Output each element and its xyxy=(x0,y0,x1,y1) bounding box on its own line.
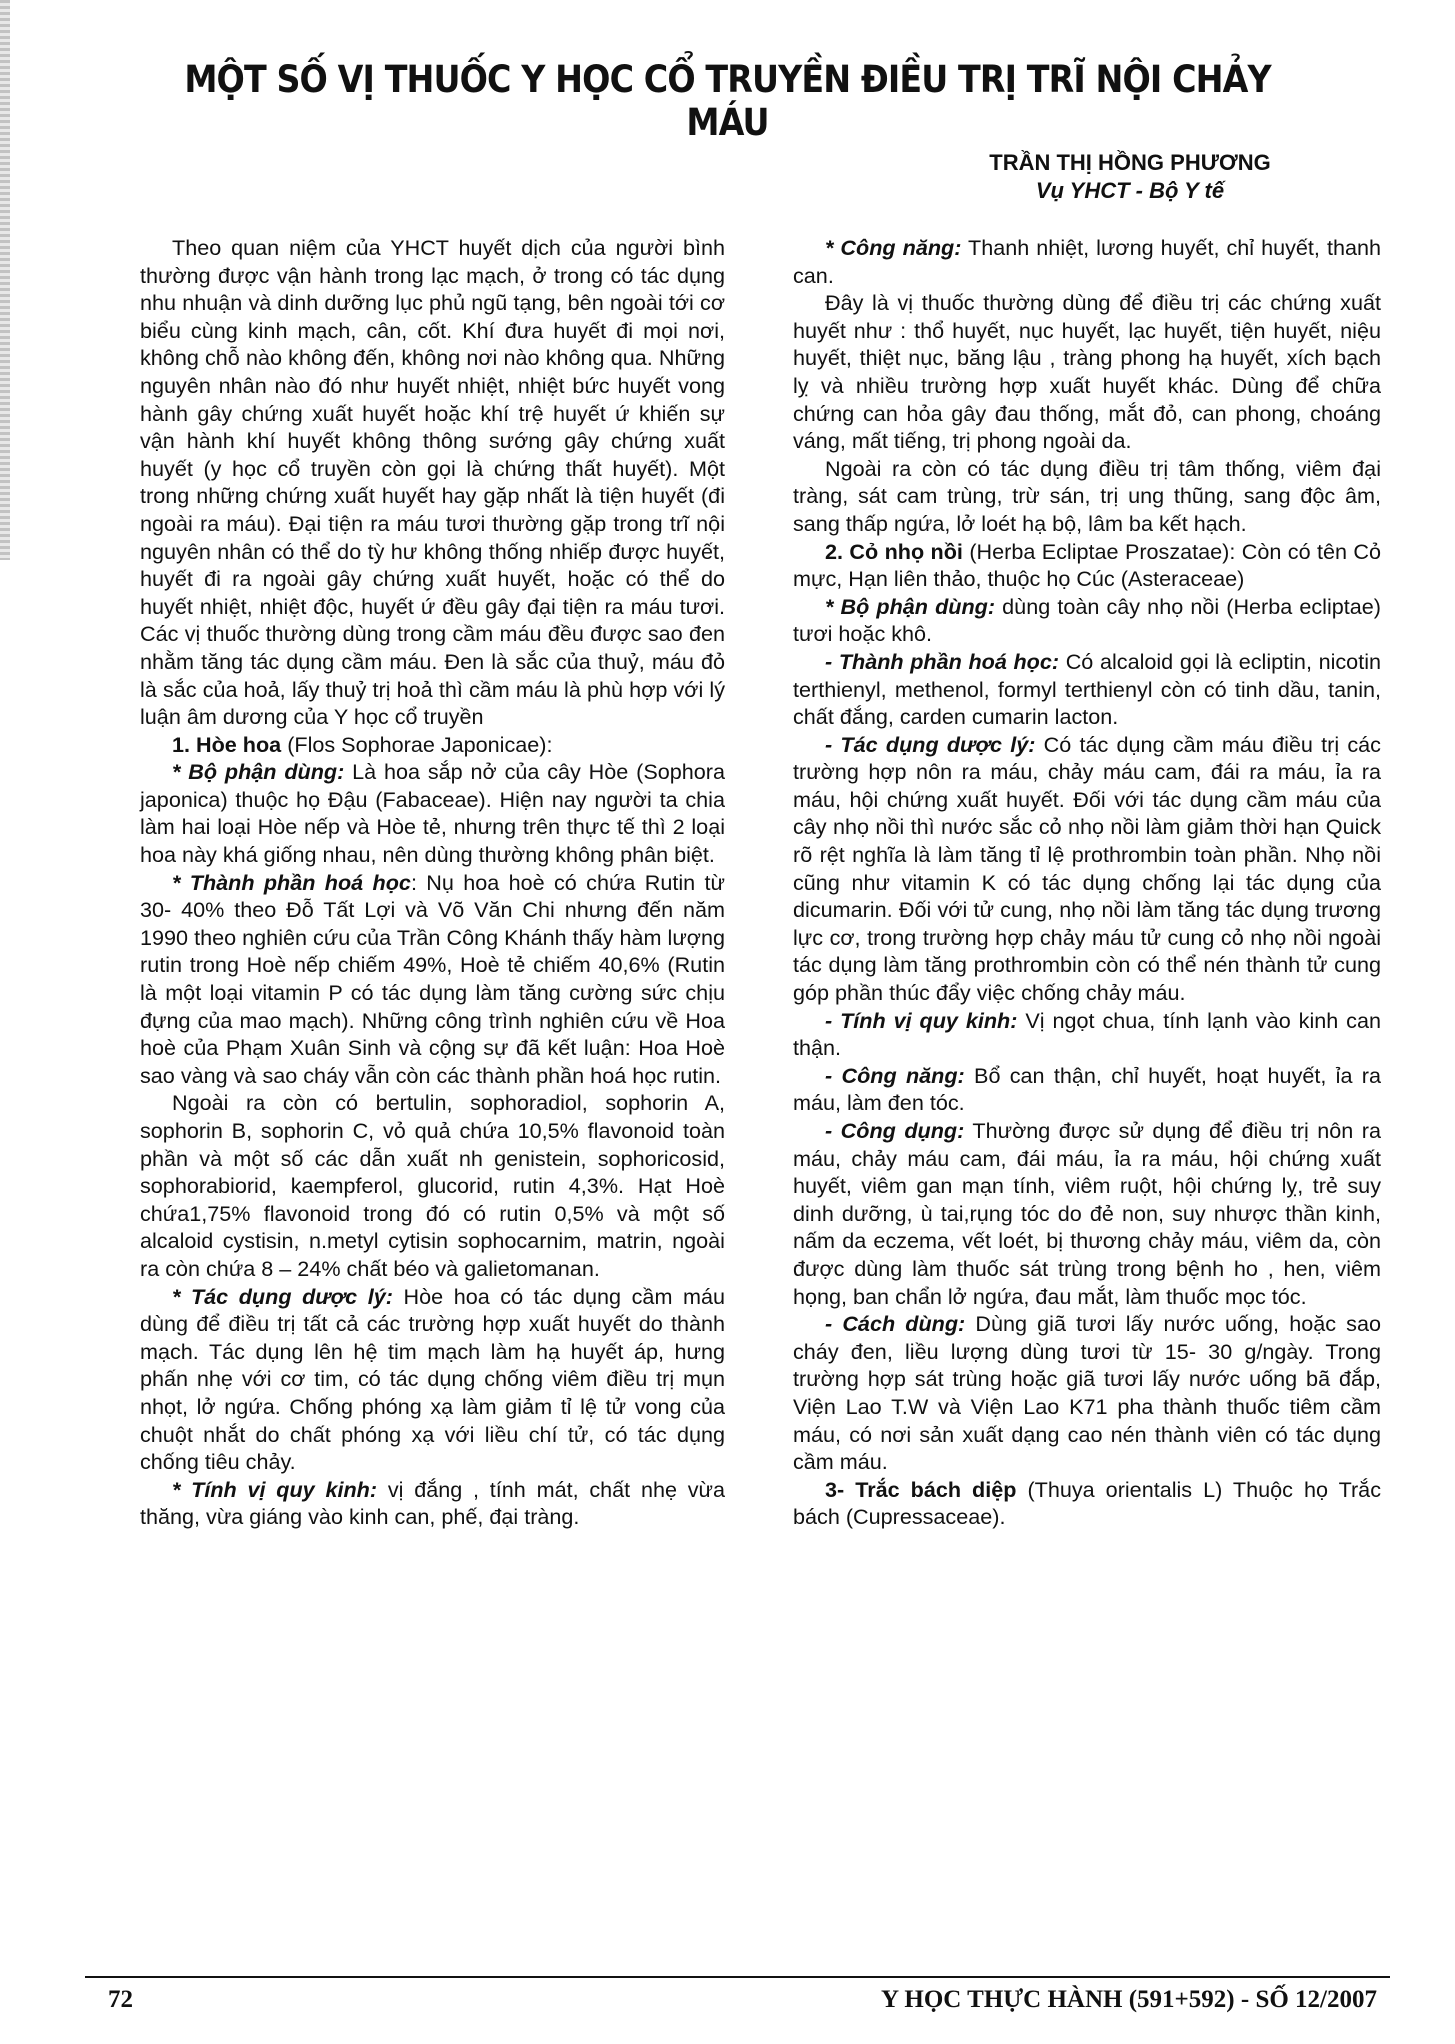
page-number: 72 xyxy=(108,1986,133,2013)
intro-paragraph: Theo quan niệm của YHCT huyết dịch của người bình thường được vận hành trong lạc mạch, ở trong có tác dụng nhu nhuận và dinh dưỡng lục phủ ngũ tạng, bên ngoài tới cơ biểu cùng kinh mạch, cân, cốt. Khí đưa huyết đi mọi nơi, không chỗ nào không đến, không nơi nào không qua. Những nguyên nhân nào đó như huyết nhiệt, nhiệt bức huyết vong hành gây chứng xuất huyết hoặc khí trệ huyết ứ khiến sự vận hành khí huyết không thông sướng gây chứng xuất huyết (y học cổ truyền còn gọi là chứng thất huyết). Một trong những chứng xuất huyết hay gặp nhất là tiện huyết (đi ngoài ra máu). Đại tiện ra máu tươi thường gặp trong trĩ nội nguyên nhân có thể do tỳ hư không thống nhiếp được huyết, huyết đi ra ngoài gây chứng xuất huyết, hoặc có thể do huyết nhiệt, nhiệt độc, huyết ứ đều gây đại tiện ra máu tươi. Các vị thuốc thường dùng trong cầm máu đều được sao đen nhằm tăng tác dụng cầm máu. Đen là sắc của thuỷ, máu đỏ là sắc của hoả, lấy thuỷ trị hoả thì cầm máu là phù hợp với lý luận âm dương của Y học cổ truyền xyxy=(140,235,725,730)
hoe-hoa-uses: Đây là vị thuốc thường dùng để điều trị các chứng xuất huyết như : thổ huyết, nục huyết, lạc huyết, tiện huyết, niệu huyết, thiệt nục, băng lậu , tràng phong hạ huyết, xích bạch lỵ và nhiều trường hợp xuất huyết khác. Dùng để chữa chứng can hỏa gây đau thống, mắt đỏ, can phong, choáng váng, mất tiếng, trị phong ngoài da. xyxy=(793,290,1381,454)
hoe-hoa-part-used: * Bộ phận dùng: Là hoa sắp nở của cây Hòe (Sophora japonica) thuộc họ Đậu (Fabaceae). Hiện nay người ta chia làm hai loại Hòe nếp và Hòe tẻ, nhưng trên thực tế thì 2 loại hoa này khá giống nhau, nên dùng thường không phân biệt. xyxy=(140,759,725,868)
hoe-hoa-pharmacology: * Tác dụng dược lý: Hòe hoa có tác dụng cầm máu dùng để điều trị tất cả các trường hợp xuất huyết do thành mạch. Tác dụng lên hệ tim mạch làm hạ huyết áp, hưng phấn nhẹ với cơ tim, có tác dụng chống viêm điều trị mụn nhọt, lở ngứa. Chống phóng xạ làm giảm tỉ lệ tử vong của chuột nhắt do chất phóng xạ với liều chí tử, có tác dụng chống tiêu chảy. xyxy=(140,1283,725,1475)
nho-noi-pharmacology: - Tác dụng dược lý: Có tác dụng cầm máu điều trị các trường hợp nôn ra máu, chảy máu cam, đái ra máu, ỉa ra máu, hội chứng xuất huyết. Đối với tác dụng cầm máu của cây nhọ nồi thì nước sắc cỏ nhọ nồi làm giảm thời hạn Quick rõ rệt nghĩa là làm tăng tỉ lệ prothrombin toàn phần. Nhọ nồi cũng như vitamin K có tác dụng chống lại tác dụng của dicumarin. Đối với tử cung, nhọ nồi làm tăng tác dụng trương lực cơ, trong trường hợp chảy máu tử cung cỏ nhọ nồi ngoài tác dụng làm tăng prothrombin còn có thể nén thành tử cung góp phần thúc đẩy việc chống chảy máu. xyxy=(793,731,1381,1006)
hoe-hoa-other-compounds: Ngoài ra còn có bertulin, sophoradiol, sophorin A, sophorin B, sophorin C, vỏ quả chứa 10,5% flavonoid toàn phần và một số các dẫn xuất nh genistein, sophoricosid, sophorabiorid, kaempferol, glucorid, rutin 4,3%. Hạt Hoè chứa1,75% flavonoid trong đó có rutin 0,5% và một số alcaloid cystisin, n.metyl cytisin sophocarnim, matrin, ngoài ra còn chứa 8 – 24% chất béo và galietomanan. xyxy=(140,1090,725,1281)
right-column xyxy=(793,234,1381,1531)
author-affiliation: Vụ YHCT - Bộ Y tế xyxy=(1035,178,1225,203)
nho-noi-dosage: - Cách dùng: Dùng giã tươi lấy nước uống, hoặc sao cháy đen, liều lượng dùng tươi từ 15- 30 g/ngày. Trong trường hợp sát trùng hoặc giã tươi lấy nước uống bã đắp, Viện Lao T.W và Viện Lao K71 pha thành thuốc tiêm cầm máu, có nơi sản xuất dạng cao nén thành viên có tác dụng cầm máu. xyxy=(793,1311,1381,1475)
nho-noi-function: - Công năng: Bổ can thận, chỉ huyết, hoạt huyết, ỉa ra máu, làm đen tóc. xyxy=(793,1062,1381,1116)
hoe-hoa-function: * Công năng: Thanh nhiệt, lương huyết, chỉ huyết, thanh can. xyxy=(793,235,1381,288)
hoe-hoa-chemistry: * Thành phần hoá học: Nụ hoa hoè có chứa Rutin từ 30- 40% theo Đỗ Tất Lợi và Võ Văn Chi nhưng đến năm 1990 theo nghiên cứu của Trần Công Khánh thấy hàm lượng rutin trong Hoè nếp chiếm 49%, Hoè tẻ chiếm 40,6% (Rutin là một loại vitamin P có tác dụng làm tăng cường sức chịu đựng của mao mạch). Những công trình nghiên cứu về Hoa hoè của Phạm Xuân Sinh và cộng sự đã kết luận: Hoa Hoè sao vàng và sao cháy vẫn còn các thành phần hoá học rutin. xyxy=(140,869,725,1088)
author-name: TRẦN THỊ HỒNG PHƯƠNG xyxy=(989,150,1271,175)
author-block xyxy=(930,150,1330,204)
nho-noi-uses: - Công dụng: Thường được sử dụng để điều trị nôn ra máu, chảy máu cam, đái máu, ỉa ra máu, hội chứng xuất huyết, viêm gan mạn tính, viêm ruột, hội chứng lỵ, trẻ suy dinh dưỡng, ù tai,rụng tóc do đẻ non, suy nhược thần kinh, nấm da eczema, vết loét, bị thương chảy máu, viêm da, còn được dùng làm thuốc sát trùng trong bệnh ho , hen, viêm họng, ban chẩn lở ngứa, đau mắt, làm thuốc mọc tóc. xyxy=(793,1118,1381,1309)
article-title: MỘT SỐ VỊ THUỐC Y HỌC CỔ TRUYỀN ĐIỀU TRỊ TRĨ NỘI CHẢY MÁU xyxy=(184,58,1271,144)
section-hoe-hoa-heading: 1. Hòe hoa (Flos Sophorae Japonicae): xyxy=(172,731,553,757)
nho-noi-chemistry: - Thành phần hoá học: Có alcaloid gọi là ecliptin, nicotin terthienyl, methenol, formyl terthienyl còn có tinh dầu, tanin, chất đắng, carden cumarin lacton. xyxy=(793,648,1381,730)
section-co-nho-noi-heading: 2. Cỏ nhọ nồi (Herba Ecliptae Proszatae): Còn có tên Cỏ mực, Hạn liên thảo, thuộc họ Cúc (Asteraceae) xyxy=(793,538,1381,592)
section-trac-bach-diep-heading: 3- Trắc bách diệp (Thuya orientalis L) Thuộc họ Trắc bách (Cupressaceae). xyxy=(793,1476,1381,1530)
nho-noi-part-used: * Bộ phận dùng: dùng toàn cây nhọ nồi (Herba ecliptae) tươi hoặc khô. xyxy=(793,593,1381,647)
journal-name: Y HỌC THỰC HÀNH (591+592) - SỐ 12/2007 xyxy=(881,1986,1377,2013)
nho-noi-properties: - Tính vị quy kinh: Vị ngọt chua, tính lạnh vào kinh can thận. xyxy=(793,1007,1381,1061)
scan-edge-artifact xyxy=(0,0,10,560)
hoe-hoa-other-uses: Ngoài ra còn có tác dụng điều trị tâm thống, viêm đại tràng, sát cam trùng, trừ sán, trị ung thũng, sang độc âm, sang thấp ngứa, lở loét hạ bộ, lâm ba kết hạch. xyxy=(793,455,1381,536)
footer-rule xyxy=(85,1976,1390,1978)
hoe-hoa-properties: * Tính vị quy kinh: vị đắng , tính mát, chất nhẹ vừa thăng, vừa giáng vào kinh can, phế, đại tràng. xyxy=(140,1476,726,1530)
left-column xyxy=(140,234,725,1531)
